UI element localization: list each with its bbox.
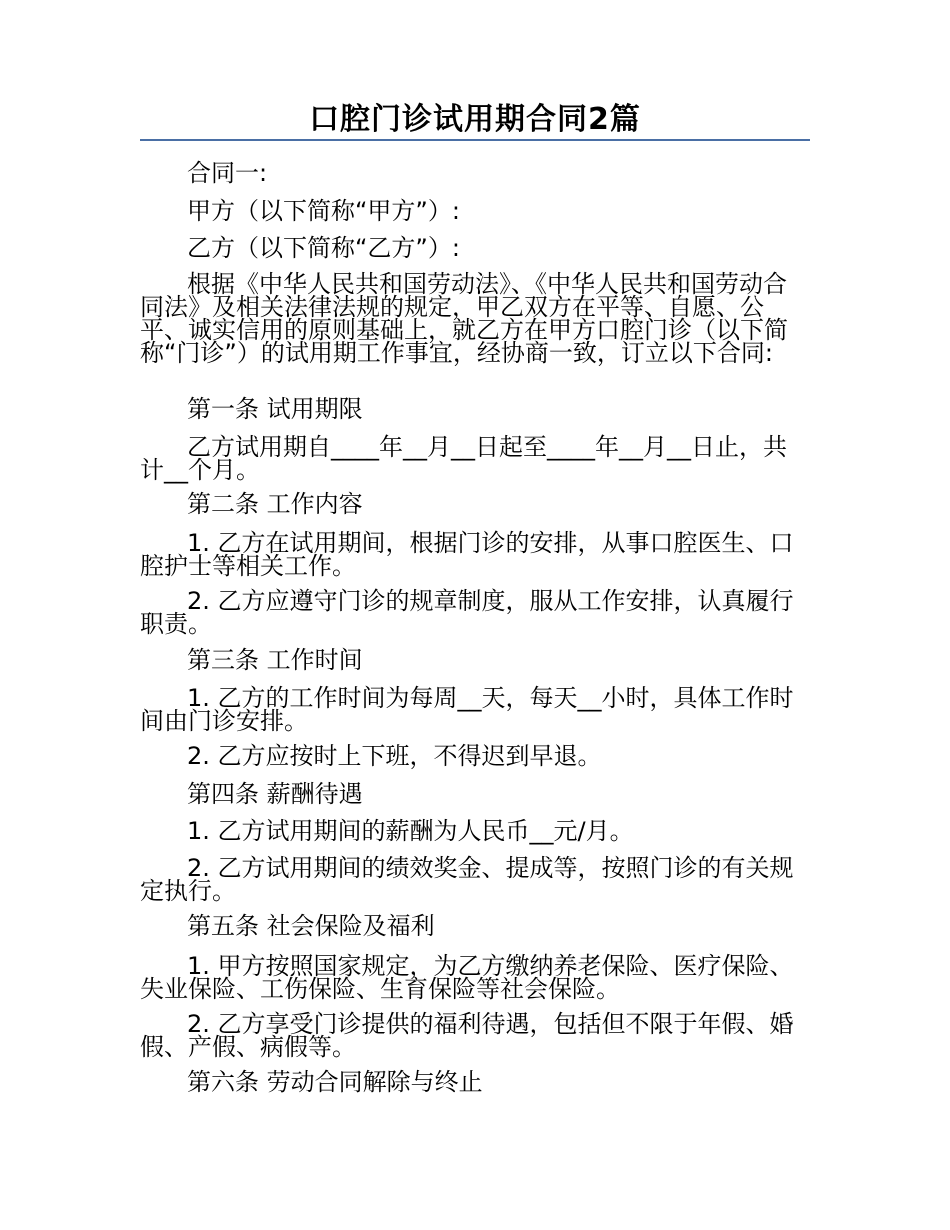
party-b-line: 乙方（以下简称“乙方”）:: [187, 234, 460, 262]
article-2-item-2: 2. 乙方应遵守门诊的规章制度，服从工作安排，认真履行职责。: [140, 587, 794, 638]
article-3-heading: 第三条 工作时间: [187, 646, 363, 674]
article-5-heading: 第五条 社会保险及福利: [187, 912, 435, 940]
preamble-paragraph: 根据《中华人民共和国劳动法》、《中华人民共和国劳动合同法》及相关法律法规的规定，甲乙双方在平等、自愿、公平、诚实信用的原则基础上，就乙方在甲方口腔门诊（以下简称“门诊”）的试用期工作事宜，经协商一致，订立以下合同:: [140, 270, 788, 367]
article-4-item-2: 2. 乙方试用期间的绩效奖金、提成等，按照门诊的有关规定执行。: [140, 854, 794, 905]
article-5-item-1: 1. 甲方按照国家规定，为乙方缴纳养老保险、医疗保险、失业保险、工伤保险、生育保险等社会保险。: [140, 952, 794, 1003]
document-title: 口腔门诊试用期合同2篇: [309, 102, 641, 137]
title-underline: [140, 139, 810, 141]
article-3-item-2: 2. 乙方应按时上下班，不得迟到早退。: [187, 742, 602, 770]
contract-heading: 合同一:: [187, 159, 268, 187]
party-a-line: 甲方（以下简称“甲方”）:: [187, 197, 460, 225]
article-6-heading: 第六条 劳动合同解除与终止: [187, 1068, 483, 1096]
article-4-item-1: 1. 乙方试用期间的薪酬为人民币__元/月。: [187, 817, 634, 845]
article-5-item-2: 2. 乙方享受门诊提供的福利待遇，包括但不限于年假、婚假、产假、病假等。: [140, 1010, 794, 1061]
article-1-heading: 第一条 试用期限: [187, 395, 363, 423]
article-2-heading: 第二条 工作内容: [187, 490, 363, 518]
article-2-item-1: 1. 乙方在试用期间，根据门诊的安排，从事口腔医生、口腔护士等相关工作。: [140, 529, 794, 580]
article-3-item-1: 1. 乙方的工作时间为每周__天，每天__小时，具体工作时间由门诊安排。: [140, 684, 794, 735]
article-1-text: 乙方试用期自____年__月__日起至____年__月__日止，共计__个月。: [140, 433, 787, 484]
article-4-heading: 第四条 薪酬待遇: [187, 780, 363, 808]
